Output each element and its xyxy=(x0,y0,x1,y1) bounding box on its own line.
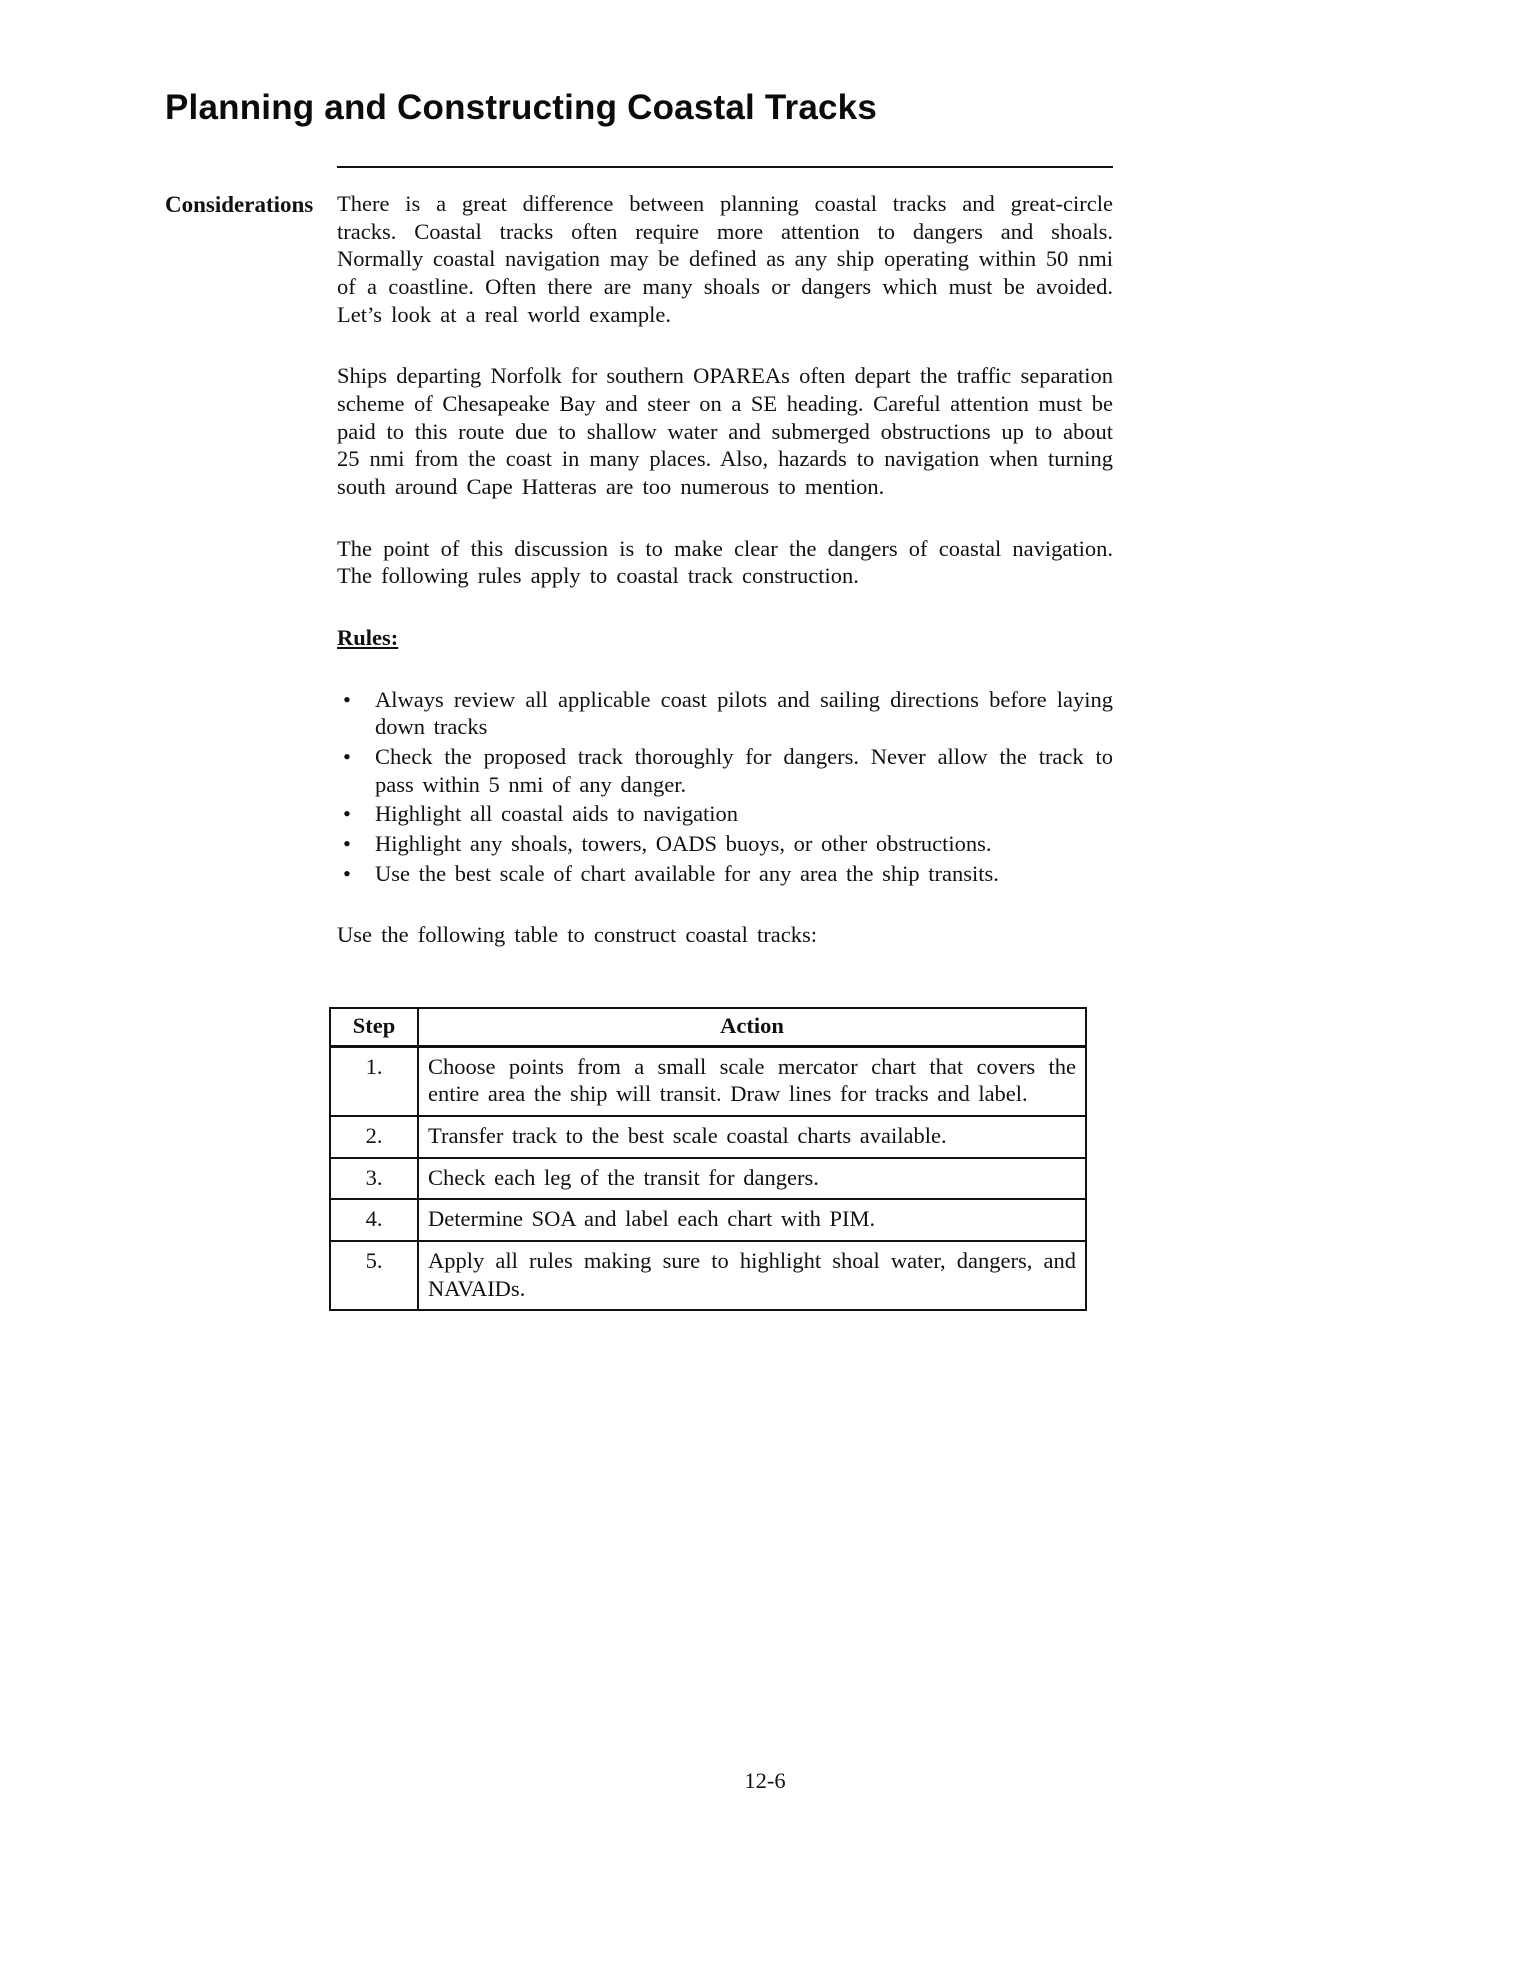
table-row xyxy=(330,1199,1086,1241)
step-number: 2. xyxy=(330,1116,418,1158)
column-header-step: Step xyxy=(330,1008,418,1046)
bullet-text: Use the best scale of chart available for any area the ship transits. xyxy=(375,860,999,886)
rules-heading: Rules: xyxy=(337,625,399,651)
horizontal-rule xyxy=(337,166,1113,168)
margin-label-considerations: Considerations xyxy=(165,192,314,217)
table-row xyxy=(330,1158,1086,1200)
step-number: 4. xyxy=(330,1199,418,1241)
list-item xyxy=(337,860,1113,888)
bullet-icon: • xyxy=(343,686,351,712)
list-item xyxy=(337,743,1113,798)
step-action: Check each leg of the transit for dangers. xyxy=(418,1158,1086,1200)
step-number: 1. xyxy=(330,1046,418,1116)
paragraph: The point of this discussion is to make clear the dangers of coastal navigation. The following rules apply to coastal track construction. xyxy=(337,535,1113,589)
table-row xyxy=(330,1116,1086,1158)
bullet-text: Highlight all coastal aids to navigation xyxy=(375,801,739,827)
section-considerations xyxy=(165,190,1113,1311)
step-action: Choose points from a small scale mercator chart that covers the entire area the ship will transit. Draw lines for tracks and label. xyxy=(418,1046,1086,1116)
bullet-icon: • xyxy=(343,831,351,857)
page-number: 12-6 xyxy=(744,1768,786,1793)
bullet-text: Always review all applicable coast pilots and sailing directions before laying down tracks xyxy=(375,686,1113,740)
step-action: Determine SOA and label each chart with PIM. xyxy=(418,1199,1086,1241)
column-header-action: Action xyxy=(418,1008,1086,1046)
paragraph: Ships departing Norfolk for southern OPAREAs often depart the traffic separation scheme of Chesapeake Bay and steer on a SE heading. Careful attention must be paid to this route due to shallow water and submerged obstructions up to about 25 nmi from the coast in many places. Also, hazards to navigation when turning south around Cape Hatteras are too numerous to mention. xyxy=(337,363,1113,500)
paragraph: There is a great difference between planning coastal tracks and great-circle tracks. Coastal tracks often require more attention to dangers and shoals. Normally coastal navigation may be defined as any ship operating within 50 nmi of a coastline. Often there are many shoals or dangers which must be avoided. Let’s look at a real world example. xyxy=(337,191,1113,327)
bullet-icon: • xyxy=(343,744,351,770)
table-row xyxy=(330,1241,1086,1310)
step-number: 5. xyxy=(330,1241,418,1310)
page-title: Planning and Constructing Coastal Tracks xyxy=(165,88,878,127)
bullet-text: Highlight any shoals, towers, OADS buoys, or other obstructions. xyxy=(375,831,992,857)
list-item xyxy=(337,686,1113,741)
step-action: Apply all rules making sure to highlight shoal water, dangers, and NAVAIDs. xyxy=(418,1241,1086,1310)
step-action: Transfer track to the best scale coastal charts available. xyxy=(418,1116,1086,1158)
table-row xyxy=(330,1046,1086,1116)
step-number: 3. xyxy=(330,1158,418,1200)
bullet-icon: • xyxy=(343,860,351,886)
rules-bullet-list xyxy=(337,686,1113,888)
list-item xyxy=(337,800,1113,828)
list-item xyxy=(337,830,1113,858)
steps-table xyxy=(329,1007,1087,1311)
table-header-row xyxy=(330,1008,1086,1046)
page-content xyxy=(165,166,1113,1311)
body-column xyxy=(337,190,1113,1311)
bullet-text: Check the proposed track thoroughly for dangers. Never allow the track to pass within 5 nmi of any danger. xyxy=(375,744,1113,797)
table-intro: Use the following table to construct coastal tracks: xyxy=(337,922,817,948)
bullet-icon: • xyxy=(343,801,351,827)
